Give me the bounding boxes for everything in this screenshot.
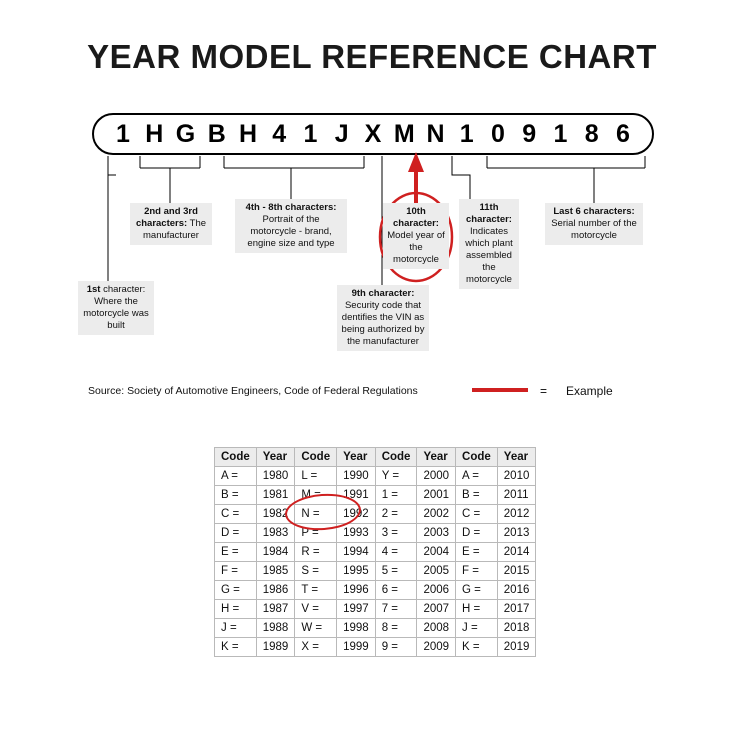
table-cell: 1985 <box>256 562 295 581</box>
table-cell: 2 = <box>375 505 417 524</box>
table-cell: B = <box>215 486 257 505</box>
table-row <box>215 638 536 657</box>
table-cell: C = <box>215 505 257 524</box>
table-header-cell: Code <box>456 448 498 467</box>
table-cell: 2002 <box>417 505 456 524</box>
table-cell: 2011 <box>497 486 536 505</box>
vin-char: N <box>426 120 445 148</box>
table-row <box>215 619 536 638</box>
table-cell: H = <box>215 600 257 619</box>
vin-char: 1 <box>303 120 318 148</box>
table-cell: 4 = <box>375 543 417 562</box>
table-row <box>215 562 536 581</box>
table-cell-highlighted: M = <box>295 486 337 505</box>
table-cell: K = <box>215 638 257 657</box>
table-cell: 2003 <box>417 524 456 543</box>
table-cell: L = <box>295 467 337 486</box>
vin-char: G <box>175 120 196 148</box>
table-cell: 2018 <box>497 619 536 638</box>
callout-4th8th-head: 4th - 8th characters: <box>245 202 337 213</box>
callout-4th8th-body: Portrait of the motorcycle - brand, engine size and type <box>247 214 335 249</box>
table-cell: 1993 <box>337 524 376 543</box>
table-cell: C = <box>456 505 498 524</box>
table-cell: 1992 <box>337 505 376 524</box>
table-cell: 2014 <box>497 543 536 562</box>
table-cell: 1982 <box>256 505 295 524</box>
table-cell: 2008 <box>417 619 456 638</box>
callout-9th-head: 9th character: <box>351 288 415 299</box>
table-header-cell: Code <box>375 448 417 467</box>
table-row <box>215 486 536 505</box>
vin-char: J <box>334 120 349 148</box>
vin-char: 9 <box>522 120 537 148</box>
table-cell-highlighted: 1991 <box>337 486 376 505</box>
year-code-table <box>214 447 536 657</box>
table-cell: 1996 <box>337 581 376 600</box>
table-row <box>215 524 536 543</box>
table-cell: 2013 <box>497 524 536 543</box>
table-cell: K = <box>456 638 498 657</box>
table-cell: 2004 <box>417 543 456 562</box>
callout-11th-head: 11th character: <box>466 202 512 225</box>
table-row <box>215 581 536 600</box>
table-cell: 2019 <box>497 638 536 657</box>
table-row <box>215 543 536 562</box>
table-cell: 1998 <box>337 619 376 638</box>
vin-number-box <box>92 113 654 155</box>
table-cell: Y = <box>375 467 417 486</box>
table-cell: E = <box>456 543 498 562</box>
callout-last-6-characters <box>545 203 643 245</box>
table-cell: 2007 <box>417 600 456 619</box>
vin-char: 0 <box>491 120 505 148</box>
callout-1st-head: 1st <box>86 284 101 295</box>
table-cell: A = <box>456 467 498 486</box>
vin-char: M <box>393 120 415 148</box>
table-cell: A = <box>215 467 257 486</box>
callout-2nd-3rd-characters <box>130 203 212 245</box>
vin-char: 1 <box>116 120 130 148</box>
table-cell: X = <box>295 638 337 657</box>
table-cell: T = <box>295 581 337 600</box>
callout-2nd3rd-body: The manufacturer <box>143 218 207 241</box>
table-cell: 2017 <box>497 600 536 619</box>
table-cell: V = <box>295 600 337 619</box>
table-cell: 1 = <box>375 486 417 505</box>
table-row <box>215 467 536 486</box>
leader-line-11th <box>452 156 470 199</box>
callout-last6-body: Serial number of the motorcycle <box>551 218 637 241</box>
callout-11th-character <box>459 199 519 289</box>
table-cell: B = <box>456 486 498 505</box>
legend-label: Example <box>566 384 613 398</box>
table-cell: 8 = <box>375 619 417 638</box>
source-note: Source: Society of Automotive Engineers, Code of Federal Regulations <box>88 385 418 397</box>
vin-char: 4 <box>272 120 287 148</box>
table-cell: P = <box>295 524 337 543</box>
table-cell: 1997 <box>337 600 376 619</box>
callout-9th-body: Security code that dentifies the VIN as being authorized by the manufacturer <box>341 300 425 347</box>
table-cell: F = <box>215 562 257 581</box>
vin-char: X <box>364 120 382 148</box>
table-cell: S = <box>295 562 337 581</box>
callout-10th-character <box>383 203 449 269</box>
table-cell: 1987 <box>256 600 295 619</box>
table-cell: J = <box>215 619 257 638</box>
table-cell: 1980 <box>256 467 295 486</box>
table-cell: 1989 <box>256 638 295 657</box>
table-header-cell: Code <box>215 448 257 467</box>
callout-1st-body: character: Where the motorcycle was built <box>83 284 149 331</box>
table-header-row <box>215 448 536 467</box>
callout-4th-8th-characters <box>235 199 347 253</box>
table-row <box>215 600 536 619</box>
vin-char: B <box>207 120 226 148</box>
table-cell: 1988 <box>256 619 295 638</box>
table-header-cell: Year <box>497 448 536 467</box>
table-cell: 9 = <box>375 638 417 657</box>
table-cell: 2009 <box>417 638 456 657</box>
table-cell: 1990 <box>337 467 376 486</box>
table-header-cell: Year <box>256 448 295 467</box>
callout-9th-character <box>337 285 429 351</box>
table-cell: 2001 <box>417 486 456 505</box>
table-cell: D = <box>456 524 498 543</box>
table-cell: 2012 <box>497 505 536 524</box>
table-cell: W = <box>295 619 337 638</box>
table-cell: 1983 <box>256 524 295 543</box>
table-header-cell: Code <box>295 448 337 467</box>
callout-2nd3rd-head: 2nd and 3rd characters: <box>135 206 198 229</box>
leader-line-1st <box>108 156 116 175</box>
vin-char: H <box>145 120 164 148</box>
table-header-cell: Year <box>417 448 456 467</box>
callout-last6-head: Last 6 characters: <box>553 206 635 217</box>
table-cell: 2016 <box>497 581 536 600</box>
table-cell: G = <box>456 581 498 600</box>
callout-11th-body: Indicates which plant assembled the motorcycle <box>465 226 513 285</box>
table-cell: 1994 <box>337 543 376 562</box>
page-title: YEAR MODEL REFERENCE CHART <box>87 38 657 75</box>
table-cell: 6 = <box>375 581 417 600</box>
table-cell: R = <box>295 543 337 562</box>
table-cell: 1995 <box>337 562 376 581</box>
vin-char: 6 <box>616 120 630 148</box>
vin-char: 1 <box>459 120 474 148</box>
callout-1st-character <box>78 281 154 335</box>
table-cell: 1986 <box>256 581 295 600</box>
vin-char: 8 <box>584 120 599 148</box>
table-row <box>215 505 536 524</box>
table-cell: F = <box>456 562 498 581</box>
table-cell: E = <box>215 543 257 562</box>
table-cell: 2010 <box>497 467 536 486</box>
table-cell: 3 = <box>375 524 417 543</box>
table-cell: G = <box>215 581 257 600</box>
table-cell: D = <box>215 524 257 543</box>
table-cell: 2000 <box>417 467 456 486</box>
callout-10th-head: 10th character: <box>393 206 439 229</box>
table-cell: 2006 <box>417 581 456 600</box>
callout-10th-body: Model year of the motorcycle <box>387 230 445 265</box>
vin-char: H <box>238 120 258 148</box>
table-cell: 7 = <box>375 600 417 619</box>
table-cell: 1984 <box>256 543 295 562</box>
table-cell: 1981 <box>256 486 295 505</box>
table-cell: 1999 <box>337 638 376 657</box>
table-cell: H = <box>456 600 498 619</box>
table-cell: 2015 <box>497 562 536 581</box>
table-cell: 2005 <box>417 562 456 581</box>
table-cell: 5 = <box>375 562 417 581</box>
vin-char: 1 <box>553 120 568 148</box>
table-cell: N = <box>295 505 337 524</box>
table-header-cell: Year <box>337 448 376 467</box>
table-cell: J = <box>456 619 498 638</box>
legend-equals-sign: = <box>540 384 548 398</box>
